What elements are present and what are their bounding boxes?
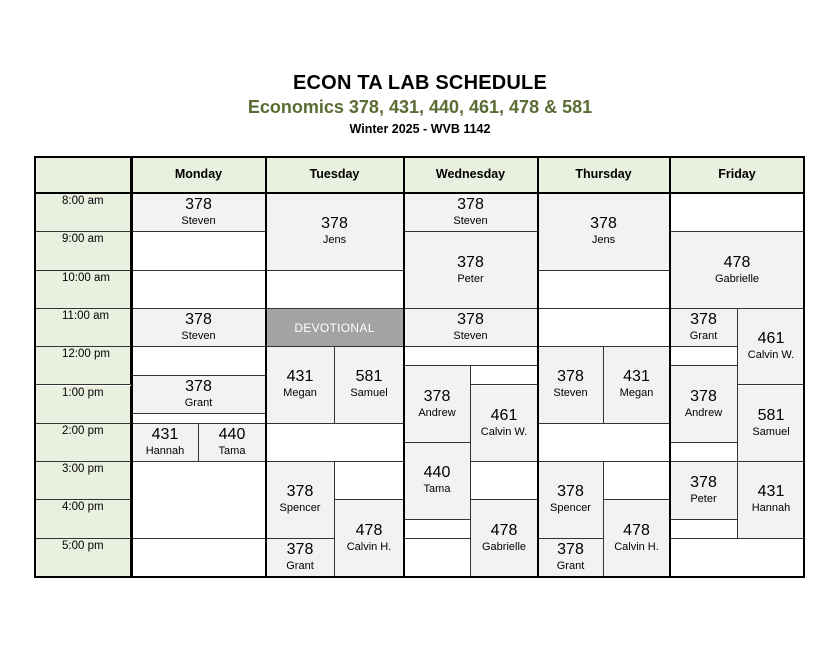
ta-name: Tama bbox=[218, 444, 246, 457]
lab-block bbox=[404, 366, 471, 443]
ta-name: Gabrielle bbox=[714, 272, 760, 285]
ta-name: Calvin H. bbox=[346, 540, 392, 553]
course-number: 378 bbox=[590, 215, 617, 233]
course-number: 378 bbox=[457, 196, 484, 214]
day-header-friday: Friday bbox=[670, 156, 805, 194]
ta-name: Tama bbox=[423, 483, 451, 496]
lab-block bbox=[538, 539, 604, 577]
empty-slot bbox=[404, 520, 471, 539]
course-number: 431 bbox=[757, 483, 785, 501]
lab-block bbox=[538, 462, 604, 539]
empty-slot bbox=[132, 271, 266, 309]
lab-block bbox=[670, 462, 738, 519]
ta-name: Grant bbox=[556, 559, 585, 572]
ta-name: Grant bbox=[184, 397, 213, 410]
course-number: 378 bbox=[457, 311, 484, 329]
ta-name: Steven bbox=[453, 330, 488, 343]
ta-name: Peter bbox=[690, 492, 717, 505]
day-header-tuesday: Tuesday bbox=[266, 156, 404, 194]
day-header-monday: Monday bbox=[132, 156, 266, 194]
course-number: 581 bbox=[757, 406, 785, 424]
empty-slot bbox=[471, 366, 538, 385]
empty-slot bbox=[670, 443, 738, 462]
empty-slot bbox=[670, 520, 738, 539]
empty-slot bbox=[670, 347, 738, 366]
lab-block bbox=[266, 194, 404, 271]
course-number: 440 bbox=[423, 464, 451, 482]
lab-block bbox=[404, 443, 471, 520]
course-number: 378 bbox=[286, 483, 314, 501]
course-number: 378 bbox=[690, 473, 717, 491]
day-header-wednesday: Wednesday bbox=[404, 156, 538, 194]
lab-block bbox=[738, 386, 805, 463]
course-number: 461 bbox=[757, 330, 785, 348]
time-label: 9:00 am bbox=[34, 232, 132, 270]
lab-block bbox=[404, 309, 538, 347]
day-separator bbox=[131, 156, 133, 578]
course-number: 431 bbox=[151, 425, 179, 443]
course-number: 378 bbox=[321, 215, 348, 233]
lab-block bbox=[199, 424, 266, 462]
time-label: 11:00 am bbox=[34, 309, 132, 347]
lab-block bbox=[604, 500, 670, 577]
ta-name: Spencer bbox=[550, 502, 591, 515]
course-number: 378 bbox=[557, 483, 584, 501]
lab-block bbox=[132, 194, 266, 232]
page-title: ECON TA LAB SCHEDULE bbox=[293, 72, 547, 94]
ta-name: Calvin W. bbox=[747, 349, 795, 362]
lab-block bbox=[132, 424, 199, 462]
course-number: 478 bbox=[723, 253, 751, 271]
ta-name: Peter bbox=[457, 272, 484, 285]
lab-block bbox=[132, 376, 266, 414]
ta-name: Hannah bbox=[751, 502, 791, 515]
ta-name: Andrew bbox=[684, 406, 723, 419]
lab-block bbox=[335, 500, 404, 577]
time-label: 1:00 pm bbox=[34, 386, 132, 424]
empty-slot bbox=[132, 500, 266, 538]
ta-name: Grant bbox=[286, 559, 314, 572]
ta-name: Megan bbox=[619, 387, 654, 400]
empty-slot bbox=[132, 414, 266, 424]
ta-name: Hannah bbox=[145, 444, 185, 457]
course-number: 378 bbox=[457, 253, 484, 271]
lab-block bbox=[738, 462, 805, 539]
course-number: 378 bbox=[185, 378, 212, 396]
course-number: 431 bbox=[623, 368, 650, 386]
lab-block bbox=[471, 500, 538, 577]
ta-name: Steven bbox=[181, 330, 216, 343]
devotional-block: DEVOTIONAL bbox=[266, 309, 404, 347]
time-label: 4:00 pm bbox=[34, 500, 132, 538]
course-number: 461 bbox=[490, 406, 518, 424]
empty-slot bbox=[538, 271, 670, 309]
course-subtitle: Economics 378, 431, 440, 461, 478 & 581 bbox=[247, 97, 593, 117]
empty-slot bbox=[132, 539, 266, 577]
term-location: Winter 2025 - WVB 1142 bbox=[349, 122, 491, 136]
time-label: 12:00 pm bbox=[34, 347, 132, 385]
day-separator bbox=[537, 156, 539, 578]
lab-block bbox=[604, 347, 670, 424]
ta-name: Gabrielle bbox=[481, 540, 527, 553]
lab-block bbox=[738, 309, 805, 386]
lab-block bbox=[538, 347, 604, 424]
time-label: 10:00 am bbox=[34, 271, 132, 309]
ta-name: Jens bbox=[322, 234, 347, 247]
time-label: 3:00 pm bbox=[34, 462, 132, 500]
ta-name: Calvin W. bbox=[480, 425, 528, 438]
course-number: 378 bbox=[557, 368, 584, 386]
empty-slot bbox=[670, 539, 805, 577]
course-number: 378 bbox=[557, 540, 584, 558]
ta-name: Samuel bbox=[350, 387, 388, 400]
empty-slot bbox=[132, 347, 266, 376]
course-number: 431 bbox=[286, 368, 314, 386]
lab-block bbox=[266, 539, 335, 577]
course-number: 478 bbox=[490, 521, 518, 539]
time-label: 2:00 pm bbox=[34, 424, 132, 462]
course-number: 378 bbox=[185, 311, 212, 329]
empty-slot bbox=[538, 424, 670, 462]
lab-block bbox=[335, 347, 404, 424]
empty-slot bbox=[670, 194, 805, 232]
time-label: 8:00 am bbox=[34, 194, 132, 232]
ta-name: Grant bbox=[689, 330, 718, 343]
ta-name: Steven bbox=[453, 215, 488, 228]
lab-block bbox=[670, 366, 738, 443]
ta-name: Jens bbox=[591, 234, 616, 247]
day-header-thursday: Thursday bbox=[538, 156, 670, 194]
lab-block bbox=[404, 194, 538, 232]
course-number: 378 bbox=[690, 387, 717, 405]
ta-name: Spencer bbox=[279, 502, 321, 515]
lab-block bbox=[538, 194, 670, 271]
empty-slot bbox=[471, 462, 538, 500]
lab-block bbox=[670, 309, 738, 347]
course-number: 478 bbox=[355, 521, 383, 539]
ta-name: Steven bbox=[181, 215, 216, 228]
header-corner bbox=[34, 156, 132, 194]
day-separator bbox=[403, 156, 405, 578]
time-label: 5:00 pm bbox=[34, 539, 132, 577]
empty-slot bbox=[335, 462, 404, 500]
ta-name: Megan bbox=[283, 387, 317, 400]
empty-slot bbox=[404, 539, 471, 577]
lab-block bbox=[266, 462, 335, 539]
lab-block bbox=[266, 347, 335, 424]
lab-block bbox=[404, 232, 538, 309]
ta-name: Andrew bbox=[418, 406, 456, 419]
lab-block bbox=[471, 386, 538, 463]
lab-block bbox=[670, 232, 805, 309]
day-separator bbox=[265, 156, 267, 578]
lab-block bbox=[132, 309, 266, 347]
course-number: 581 bbox=[355, 368, 383, 386]
empty-slot bbox=[266, 271, 404, 309]
empty-slot bbox=[604, 462, 670, 500]
ta-name: Steven bbox=[553, 387, 588, 400]
course-number: 378 bbox=[286, 540, 314, 558]
course-number: 378 bbox=[423, 387, 451, 405]
empty-slot bbox=[404, 347, 538, 366]
course-number: 440 bbox=[218, 425, 246, 443]
course-number: 478 bbox=[623, 521, 650, 539]
empty-slot bbox=[132, 232, 266, 270]
course-number: 378 bbox=[185, 196, 212, 214]
course-number: 378 bbox=[690, 311, 717, 329]
day-separator bbox=[669, 156, 671, 578]
empty-slot bbox=[538, 309, 670, 347]
ta-name: Samuel bbox=[752, 425, 790, 438]
empty-slot bbox=[266, 424, 404, 462]
ta-name: Calvin H. bbox=[614, 540, 659, 553]
